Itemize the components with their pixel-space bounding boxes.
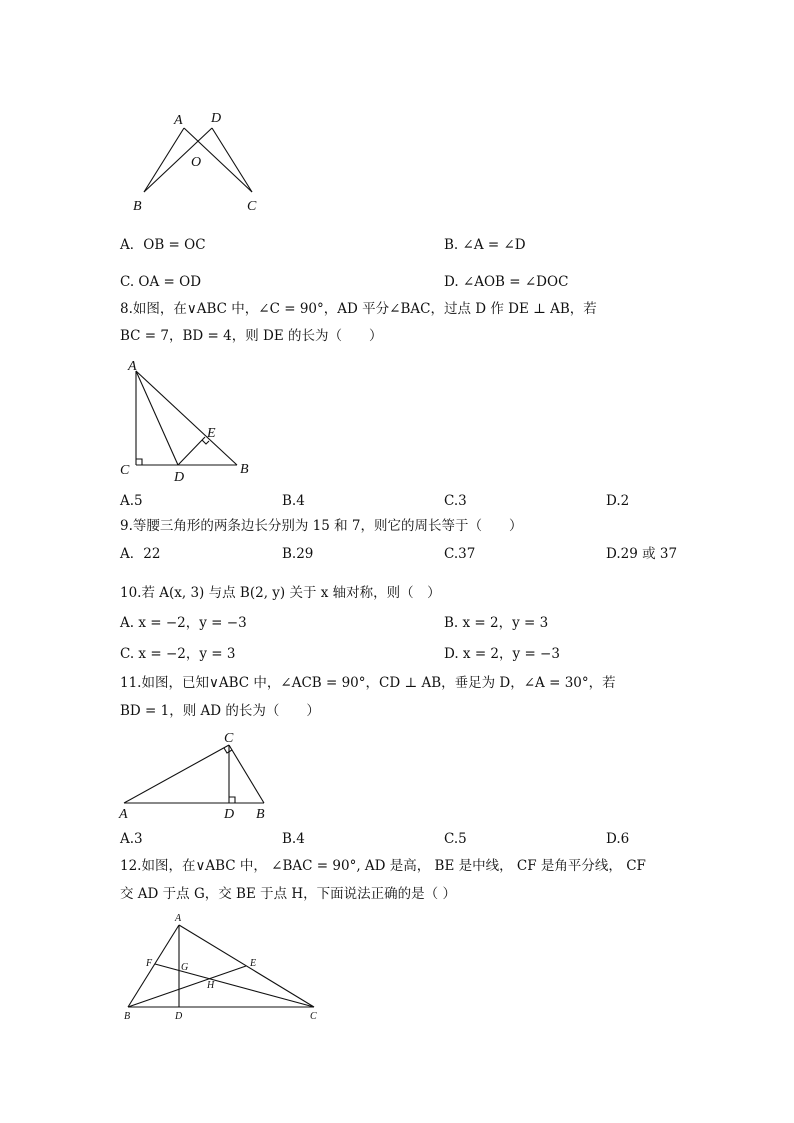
q10-option-c: C. x = −2，y = 3 — [120, 646, 236, 662]
q11-label-c: C — [224, 731, 234, 746]
q12-label-g: G — [181, 962, 189, 973]
q12-question-line1: 12.如图，在∨ABC 中， ∠BAC = 90°, AD 是高， BE 是中线， CF 是角平分线， CF — [120, 858, 646, 874]
q8-option-a: A.5 — [120, 493, 143, 509]
q8-label-e: E — [207, 426, 216, 441]
q7-option-a: A．OB = OC — [120, 237, 206, 253]
q7-option-c: C. OA = OD — [120, 274, 202, 290]
fig7-label-a: A — [174, 113, 183, 128]
q9-option-d: D.29 或 37 — [606, 546, 678, 562]
q11-label-a: A — [119, 807, 128, 822]
q12-label-e: E — [250, 958, 257, 969]
q12-question-line2: 交 AD 于点 G，交 BE 于点 H，下面说法正确的是（ ） — [120, 886, 456, 902]
q8-label-a: A — [128, 359, 137, 374]
q11-question-line2: BD = 1，则 AD 的长为（ ） — [120, 703, 320, 719]
q11-question-line1: 11.如图，已知∨ABC 中，∠ACB = 90°，CD ⊥ AB，垂足为 D，∠A = 30°，若 — [120, 675, 616, 691]
q12-figure — [118, 908, 323, 1023]
q10-question: 10.若 A(x, 3) 与点 B(2, y) 关于 x 轴对称，则（ ） — [120, 585, 441, 601]
q11-label-b: B — [256, 807, 265, 822]
q12-label-b: B — [124, 1011, 131, 1022]
q9-option-b: B.29 — [282, 546, 314, 562]
q11-figure — [115, 725, 275, 825]
q8-question-line2: BC = 7，BD = 4，则 DE 的长为（ ） — [120, 328, 383, 344]
q9-question: 9.等腰三角形的两条边长分别为 15 和 7，则它的周长等于（ ） — [120, 518, 523, 534]
q11-option-b: B.4 — [282, 831, 305, 847]
q8-figure — [115, 352, 265, 487]
q7-option-d: D. ∠AOB = ∠DOC — [444, 274, 569, 290]
q11-option-a: A.3 — [120, 831, 143, 847]
q12-label-c: C — [310, 1011, 317, 1022]
q11-option-c: C.5 — [444, 831, 467, 847]
q12-label-a: A — [175, 913, 182, 924]
fig7-label-b: B — [133, 199, 142, 214]
q8-option-c: C.3 — [444, 493, 467, 509]
q8-option-d: D.2 — [606, 493, 630, 509]
q7-figure — [120, 105, 280, 220]
q12-label-h: H — [207, 980, 215, 991]
q12-label-d: D — [175, 1011, 183, 1022]
q10-option-b: B. x = 2，y = 3 — [444, 615, 549, 631]
q8-label-d: D — [174, 470, 185, 485]
q8-label-b: B — [240, 462, 249, 477]
q8-label-c: C — [120, 463, 130, 478]
q8-question-line1: 8.如图，在∨ABC 中，∠C = 90°，AD 平分∠BAC，过点 D 作 DE ⊥ AB，若 — [120, 301, 597, 317]
q10-option-d: D. x = 2，y = −3 — [444, 646, 560, 662]
q10-option-a: A. x = −2，y = −3 — [120, 615, 247, 631]
q12-label-f: F — [146, 958, 153, 969]
fig7-label-d: D — [211, 111, 222, 126]
q9-option-c: C.37 — [444, 546, 476, 562]
fig7-label-o: O — [191, 155, 202, 170]
fig7-label-c: C — [247, 199, 257, 214]
q7-option-b: B. ∠A = ∠D — [444, 237, 526, 253]
q8-option-b: B.4 — [282, 493, 305, 509]
q11-option-d: D.6 — [606, 831, 630, 847]
q11-label-d: D — [224, 807, 235, 822]
q9-option-a: A．22 — [120, 546, 161, 562]
